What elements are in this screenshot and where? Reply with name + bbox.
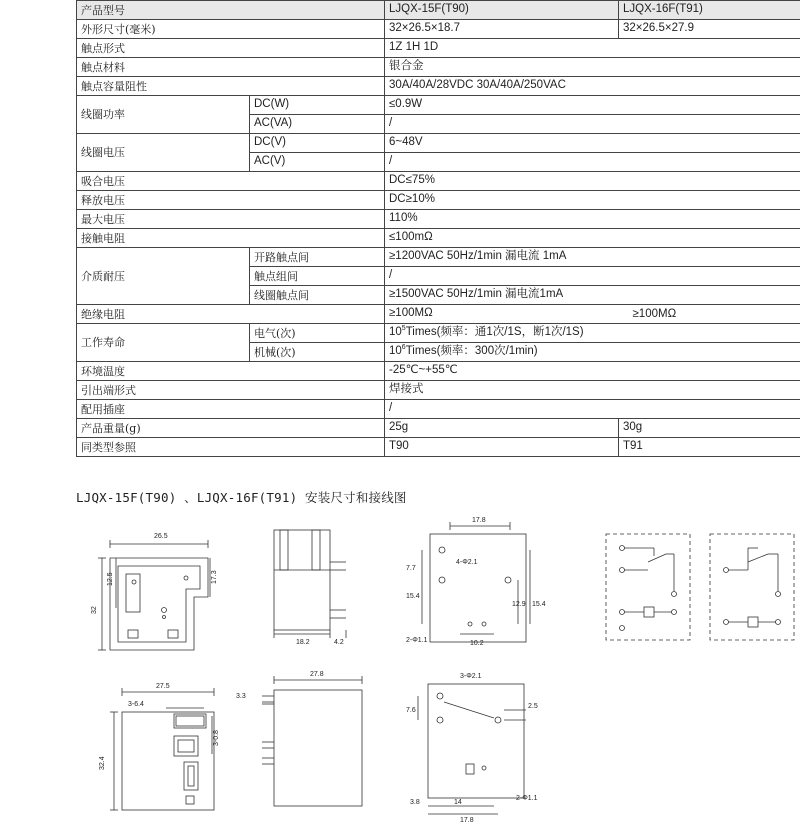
- hole-label: 3-Φ2.1: [460, 673, 482, 680]
- wiring-diagram-1: [604, 532, 692, 642]
- cell-value: ≥1200VAC 50Hz/1min 漏电流 1mA: [385, 248, 800, 267]
- table-row: [77, 400, 800, 419]
- cell-t91: LJQX-16F(T91): [619, 1, 800, 20]
- dim-label: 32.4: [99, 756, 106, 770]
- hole-label: 2-Φ1.1: [516, 795, 538, 802]
- dim-label: 3.3: [236, 693, 246, 700]
- row-label: 外形尺寸(毫米): [77, 20, 385, 39]
- dim-label: 17.8: [460, 817, 474, 824]
- table-row: [77, 58, 800, 77]
- cell-value: /: [385, 153, 800, 172]
- cell-value: ≤100mΩ: [385, 229, 800, 248]
- table-row: [77, 1, 800, 20]
- dim-label: 12.5: [107, 572, 114, 586]
- dim-label: 2.5: [528, 703, 538, 710]
- dim-label: 7.7: [406, 565, 416, 572]
- sub-label: AC(VA): [250, 115, 385, 134]
- sub-label: DC(W): [250, 96, 385, 115]
- cell-value: DC≤75%: [385, 172, 800, 191]
- table-row: [77, 248, 800, 267]
- dim-label: 18.2: [296, 639, 310, 646]
- dim-label: 17.3: [211, 570, 218, 584]
- dim-label: 32: [91, 606, 98, 614]
- dim-label: 3-6.4: [128, 701, 144, 708]
- dim-label: 15.4: [532, 601, 546, 608]
- sub-label: 触点组间: [250, 267, 385, 286]
- row-label: 产品重量(g): [77, 419, 385, 438]
- cell-value: 焊接式: [385, 381, 800, 400]
- row-label: 线圈电压: [77, 134, 250, 172]
- dim-label: 3-0.8: [213, 730, 220, 746]
- table-row: [77, 172, 800, 191]
- table-row: [77, 362, 800, 381]
- cell-value: /: [385, 400, 800, 419]
- row-label: 介质耐压: [77, 248, 250, 305]
- cell-value: /: [385, 267, 800, 286]
- diagram-title: LJQX-15F(T90) 、LJQX-16F(T91) 安装尺寸和接线图: [76, 490, 407, 505]
- t91-front-view: [92, 678, 232, 816]
- row-label: 释放电压: [77, 191, 385, 210]
- dim-label: 7.6: [406, 707, 416, 714]
- dim-label: 15.4: [406, 593, 420, 600]
- t91-pcb-layout: [404, 668, 564, 828]
- cell-t90: T90: [385, 438, 619, 457]
- table-row: [77, 39, 800, 58]
- dim-label: 12.9: [512, 601, 526, 608]
- cell-value: 1Z 1H 1D: [385, 39, 800, 58]
- cell-value: 银合金: [385, 58, 800, 77]
- sub-label: 电气(次): [250, 324, 385, 343]
- table-row: [77, 324, 800, 343]
- row-label: 配用插座: [77, 400, 385, 419]
- sub-label: 开路触点间: [250, 248, 385, 267]
- t90-side-view: [268, 522, 358, 650]
- dim-label: 17.8: [472, 517, 486, 524]
- row-label: 触点容量阻性: [77, 77, 385, 96]
- cell-t90: 32×26.5×18.7: [385, 20, 619, 39]
- row-label: 工作寿命: [77, 324, 250, 362]
- cell-value: DC≥10%: [385, 191, 800, 210]
- hole-label: 4-Φ2.1: [456, 559, 478, 566]
- cell-value: ≤0.9W: [385, 96, 800, 115]
- dim-label: 3.8: [410, 799, 420, 806]
- row-label: 吸合电压: [77, 172, 385, 191]
- cell-value: ≥1500VAC 50Hz/1min 漏电流1mA: [385, 286, 800, 305]
- dim-label: 26.5: [154, 533, 168, 540]
- hole-label: 2-Φ1.1: [406, 637, 428, 644]
- dim-label: 27.5: [156, 683, 170, 690]
- dim-label: 10.2: [470, 640, 484, 647]
- table-row: [77, 229, 800, 248]
- cell-t90: ≥100MΩ: [385, 305, 619, 324]
- spec-table: [76, 0, 800, 457]
- cell-t91: 30g: [619, 419, 800, 438]
- row-label: 同类型参照: [77, 438, 385, 457]
- cell-t91: T91: [619, 438, 800, 457]
- sub-label: 线圈触点间: [250, 286, 385, 305]
- row-label: 触点材料: [77, 58, 385, 77]
- dim-label: 14: [454, 799, 462, 806]
- cell-t90: LJQX-15F(T90): [385, 1, 619, 20]
- dim-label: 4.2: [334, 639, 344, 646]
- row-label: 最大电压: [77, 210, 385, 229]
- cell-value: -25℃~+55℃: [385, 362, 800, 381]
- table-row: [77, 96, 800, 115]
- table-row: [77, 381, 800, 400]
- sub-label: AC(V): [250, 153, 385, 172]
- t91-side-view: [230, 664, 370, 816]
- wiring-diagram-2: [708, 532, 796, 642]
- row-label: 绝缘电阻: [77, 305, 385, 324]
- row-label: 产品型号: [77, 1, 385, 20]
- table-row: [77, 419, 800, 438]
- table-row: [77, 20, 800, 39]
- cell-t91: ≥100MΩ: [619, 305, 800, 324]
- table-row: [77, 134, 800, 153]
- dim-label: 27.8: [310, 671, 324, 678]
- row-label: 环境温度: [77, 362, 385, 381]
- sub-label: DC(V): [250, 134, 385, 153]
- t90-pcb-layout: [400, 512, 550, 654]
- cell-value: $10^6Times$(频率：300次/1min): [385, 343, 800, 362]
- cell-value: 6~48V: [385, 134, 800, 153]
- table-row: [77, 305, 800, 324]
- row-label: 触点形式: [77, 39, 385, 58]
- table-row: [77, 191, 800, 210]
- cell-value: /: [385, 115, 800, 134]
- t90-front-view: [88, 522, 228, 660]
- row-label: 引出端形式: [77, 381, 385, 400]
- cell-t91: 32×26.5×27.9: [619, 20, 800, 39]
- row-label: 线圈功率: [77, 96, 250, 134]
- cell-value: 30A/40A/28VDC 30A/40A/250VAC: [385, 77, 800, 96]
- row-label: 接触电阻: [77, 229, 385, 248]
- sub-label: 机械(次): [250, 343, 385, 362]
- table-row: [77, 77, 800, 96]
- cell-value: $10^5Times$(频率：通1次/1S，断1次/1S): [385, 324, 800, 343]
- table-row: [77, 438, 800, 457]
- cell-t90: 25g: [385, 419, 619, 438]
- cell-value: 110%: [385, 210, 800, 229]
- table-row: [77, 210, 800, 229]
